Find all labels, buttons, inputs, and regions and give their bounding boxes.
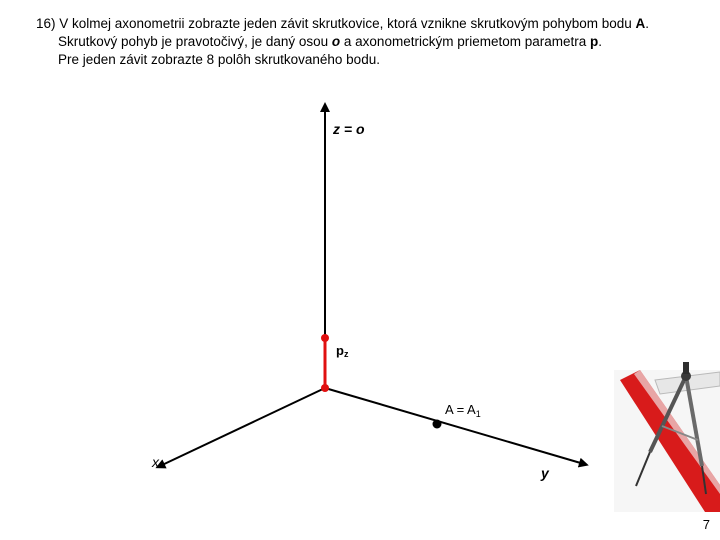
y-axis-label: y [541, 465, 549, 481]
z-axis-label: z = o [333, 121, 365, 137]
x-axis [160, 388, 325, 466]
pz-label: pz [336, 343, 349, 359]
point-a [433, 420, 442, 429]
parameter-top-point [321, 334, 329, 342]
page-number: 7 [702, 517, 710, 532]
y-axis [325, 388, 584, 464]
problem-line-1: 16) V kolmej axonometrii zobrazte jeden závit skrutkovice, ktorá vznikne skrutkovým pohybom bodu A. [36, 16, 650, 31]
problem-line-3: Pre jeden závit zobrazte 8 polôh skrutkovaného bodu. [58, 52, 380, 67]
problem-line-2: Skrutkový pohyb je pravotočivý, je daný osou o a axonometrickým priemetom parametra p. [58, 34, 603, 49]
point-a-label: $A = A_1$ [445, 402, 481, 419]
compass-and-ruler-image [614, 362, 720, 512]
x-axis-label: x [152, 454, 159, 470]
origin-point [321, 384, 329, 392]
